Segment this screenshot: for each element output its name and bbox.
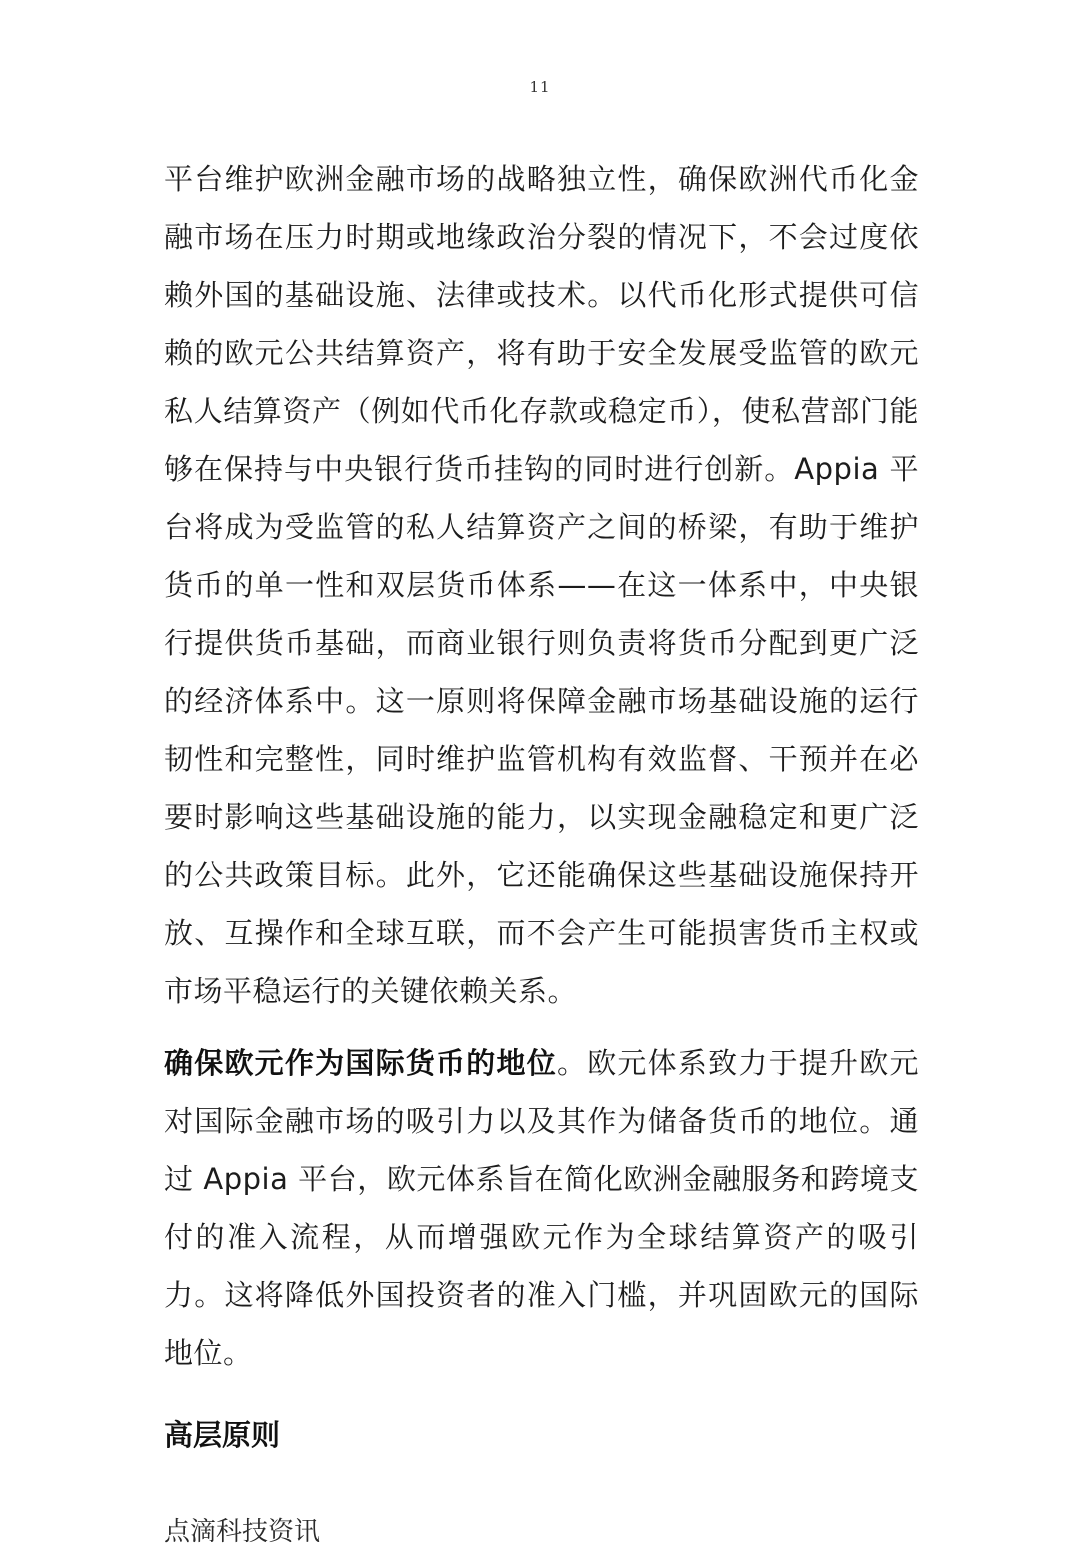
- paragraph-2-text: 。欧元体系致力于提升欧元对国际金融市场的吸引力以及其作为储备货币的地位。通过 Appia 平台，欧元体系旨在简化欧洲金融服务和跨境支付的准入流程，从而增强欧元作为全球结算资产的吸引力。这将降低外国投资者的准入门槛，并巩固欧元的国际地位。: [164, 1046, 919, 1370]
- body-paragraph-2: [164, 1034, 919, 1382]
- source-note: 点滴科技资讯: [164, 1517, 321, 1547]
- paragraph-2-lead: 确保欧元作为国际货币的地位: [164, 1046, 557, 1080]
- page-content: [164, 150, 919, 1558]
- section-heading: 高层原则: [164, 1418, 281, 1452]
- body-paragraph-1: [164, 150, 919, 1020]
- paragraph-1-text: 平台维护欧洲金融市场的战略独立性，确保欧洲代币化金融市场在压力时期或地缘政治分裂的情况下，不会过度依赖外国的基础设施、法律或技术。以代币化形式提供可信赖的欧元公共结算资产，将有助于安全发展受监管的欧元私人结算资产（例如代币化存款或稳定币），使私营部门能够在保持与中央银行货币挂钩的同时进行创新。Appia 平台将成为受监管的私人结算资产之间的桥梁，有助于维护货币的单一性和双层货币体系——在这一体系中，中央银行提供货币基础，而商业银行则负责将货币分配到更广泛的经济体系中。这一原则将保障金融市场基础设施的运行韧性和完整性，同时维护监管机构有效监督、干预并在必要时影响这些基础设施的能力，以实现金融稳定和更广泛的公共政策目标。此外，它还能确保这些基础设施保持开放、互操作和全球互联，而不会产生可能损害货币主权或市场平稳运行的关键依赖关系。: [164, 162, 919, 1008]
- page-number: 11: [529, 78, 551, 96]
